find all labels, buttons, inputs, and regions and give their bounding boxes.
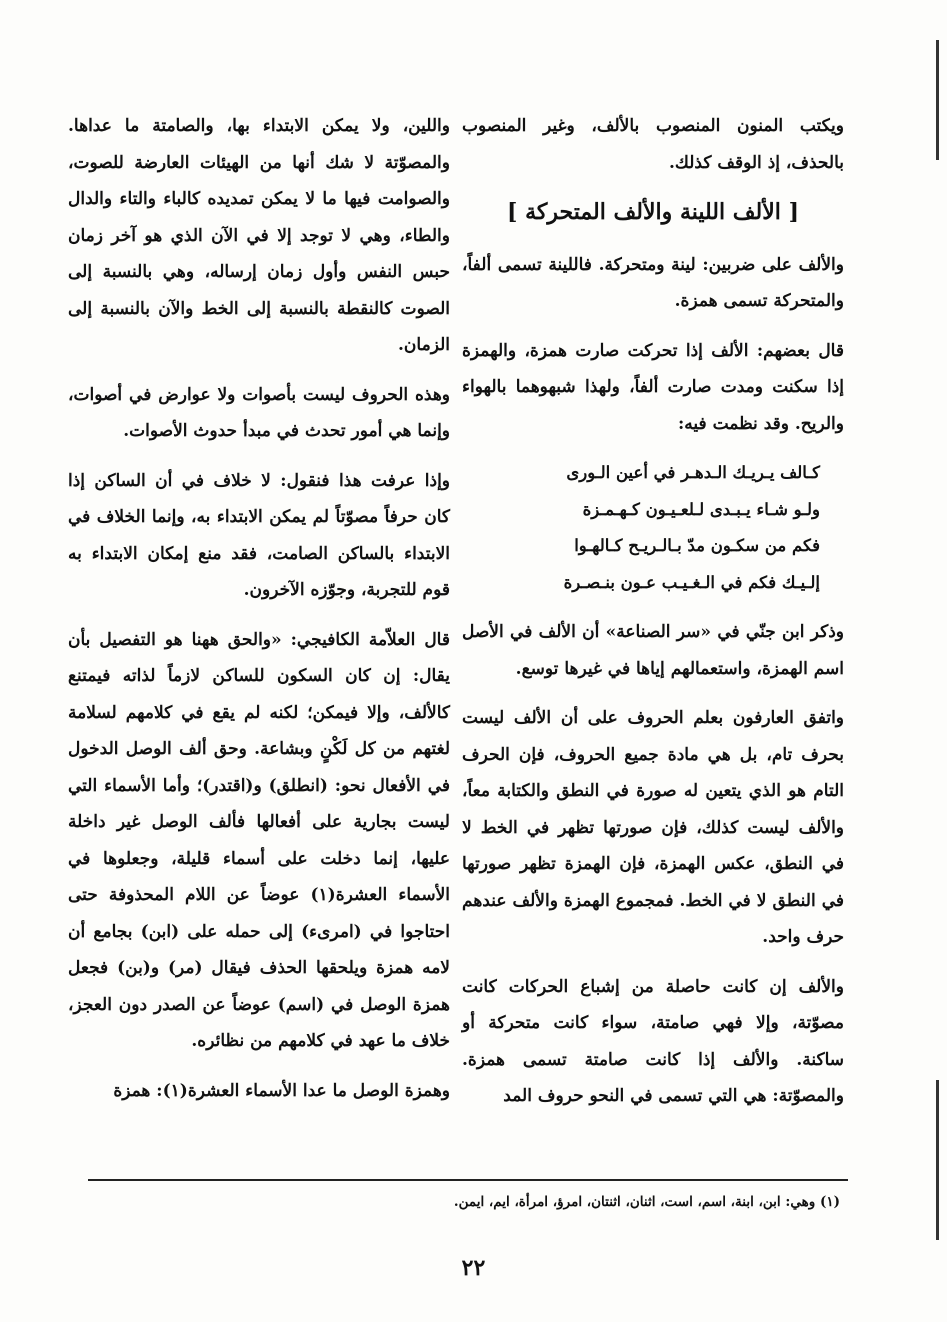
verse-line: ولـو شـاء يـبـدى لـلعـيـون كـهـمـزة xyxy=(582,499,820,519)
verse-line: كـالف يـريـك الـدهـر في أعين الـورى xyxy=(566,463,820,482)
verse-line: فكم من سكـون مدّ بـالـريـح كـالهـوا xyxy=(574,536,820,555)
paragraph: قال بعضهم: الألف إذا تحركت صارت همزة، والهمزة إذا سكنت ومدت صارت ألفاً، ولهذا شبهوهما بالهواء والريح. وقد نظمت فيه: xyxy=(462,340,844,434)
paragraph: وهذه الحروف ليست بأصوات ولا عوارض في أصوات، وإنما هي أمور تحدث في مبدأ حدوث الأصوات. xyxy=(68,384,450,441)
scan-edge-mark xyxy=(936,1080,939,1240)
paragraph: والألف إن كانت حاصلة من إشباع الحركات كانت مصوّتة، وإلا فهي صامتة، سواء كانت متحركة أو ساكنة. والألف إذا كانت صامتة تسمى همزة. والمصوّتة: هي التي تسمى في النحو حروف المد xyxy=(462,976,844,1106)
paragraph: وهمزة الوصل ما عدا الأسماء العشرة(١): همزة xyxy=(113,1080,450,1101)
right-column xyxy=(462,108,844,1128)
footnote: (١) وهي: ابن، ابنة، اسم، است، اثنان، اثنتان، امرؤ، امرأة، ايم، ايمن. xyxy=(453,1194,840,1210)
page-number: ٢٢ xyxy=(461,1255,486,1281)
paragraph: ويكتب المنون المنصوب بالألف، وغير المنصوب بالحذف، إذ الوقف كذلك. xyxy=(462,116,844,173)
footnote-divider xyxy=(88,1179,848,1181)
paragraph: وإذا عرفت هذا فنقول: لا خلاف في أن الساكن إذا كان حرفاً مصوّتاً لم يمكن الابتداء به، وإنما الخلاف في الابتداء بالساكن الصامت، فقد منع إمكان الابتداء به قوم للتجربة، وجوّزه الآخرون. xyxy=(68,470,450,600)
paragraph: قال العلاّمة الكافيجي: «والحق ههنا هو التفصيل بأن يقال: إن كان السكون للساكن لازماً لذاته فيمتنع كالألف، وإلا فيمكن؛ لكنه لم يقع في كلامهم لسلامة لغتهم من كل لَكْنٍ وبشاعة. وحق ألف الوصل الدخول في الأفعال نحو: (انطلق) و(اقتدر)؛ وأما الأسماء التي ليست بجارية على أفعالها فألف الوصل غير داخلة عليها، إنما دخلت على أسماء قليلة، وجعلوها في الأسماء العشرة(١) عوضاً عن اللام المحذوفة حتى احتاجوا في (امرىء) إلى حمله على (ابن) بجامع أن لامه همزة ويلحقها الحذف فيقال (مر) و(بن) فجعل همزة الوصل في (اسم) عوضاً عن الصدر دون العجز، خلاف ما عهد في كلامهم من نظائره. xyxy=(68,629,450,1051)
section-heading: [ الألف اللينة والألف المتحركة ] xyxy=(507,199,799,225)
paragraph: والألف على ضربين: لينة ومتحركة. فاللينة تسمى ألفاً، والمتحركة تسمى همزة. xyxy=(462,254,844,311)
paragraph: وذكر ابن جنّي في «سر الصناعة» أن الألف في الأصل اسم الهمزة، واستعمالهم إياها في غيرها توسع. xyxy=(462,622,844,679)
left-column xyxy=(68,108,450,1122)
paragraph: واللين، ولا يمكن الابتداء بها، والصامتة ما عداها. والمصوّتة لا شك أنها من الهيئات العارضة للصوت، والصوامت فيها ما لا يمكن تمديده كالباء والتاء والدال والطاء، وهي لا توجد إلا في الآن الذي هو آخر زمان حبس النفس وأول زمان إرساله، وهي بالنسبة إلى الصوت كالنقطة بالنسبة إلى الخط والآن بالنسبة إلى الزمان. xyxy=(68,116,450,355)
verse-line: إلـيـك فكم في الـغـيـب عـون بنـصـرة xyxy=(563,572,820,592)
paragraph: واتفق العارفون بعلم الحروف على أن الألف ليست بحرف تام، بل هي مادة جميع الحروف، فإن الحرف التام هو الذي يتعين له صورة في النطق والكتابة معاً، والألف ليست كذلك، فإن صورتها تظهر في الخط لا في النطق، عكس الهمزة، فإن الهمزة تظهر صورتها في النطق لا في الخط. فمجموع الهمزة والألف عندهم حرف واحد. xyxy=(462,708,844,947)
scan-edge-mark xyxy=(936,40,939,160)
